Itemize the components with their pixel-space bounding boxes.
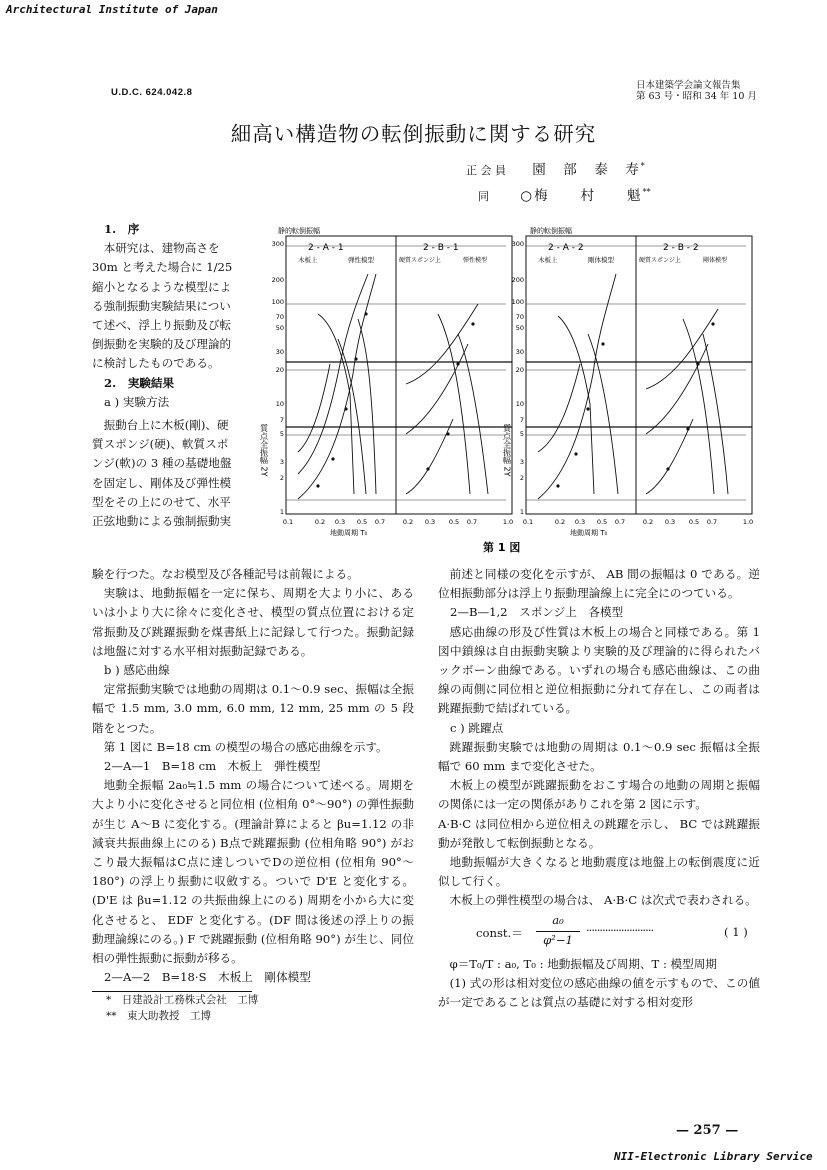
- fraction-bar: [536, 931, 580, 932]
- y-tick: 1: [519, 508, 524, 516]
- y-tick: 5: [279, 430, 284, 438]
- author-row: [466, 158, 766, 184]
- subsection-heading: c ) 跳躍点: [450, 720, 504, 735]
- footnote: * 日建設計工務株式会社 工博: [106, 994, 259, 1007]
- x-tick: 0.2: [314, 518, 326, 526]
- author-role: 同: [478, 190, 489, 203]
- y-ticks-right: [512, 240, 524, 516]
- y-tick: 7: [279, 416, 284, 424]
- equation-1: [438, 911, 760, 955]
- y-axis-label: 質点全振幅 2Y: [502, 424, 512, 477]
- static-amplitude-label: 静的転倒振幅: [530, 227, 572, 235]
- panel-subtitle: 弾性模型: [348, 256, 374, 264]
- x-tick: 0.1: [282, 518, 294, 526]
- text-line: 本研究は、建物高さを: [103, 241, 220, 256]
- journal-name: 日本建築学会論文報告集: [636, 80, 741, 91]
- journal-issue: 第 63 号・昭和 34 年 10 月: [636, 91, 757, 102]
- y-tick: 20: [275, 366, 284, 374]
- panel-subtitle: 弾性模型: [463, 257, 488, 264]
- case-heading: 2—B—1,2 スポンジ上 各模型: [450, 605, 624, 620]
- y-tick: 200: [271, 276, 284, 284]
- udc-code: U.D.C. 624.042.8: [111, 87, 193, 98]
- y-tick: 300: [511, 240, 524, 248]
- x-tick: 0.2: [402, 518, 414, 526]
- x-tick: 0.7: [466, 518, 478, 526]
- paragraph: 木板上の模型が跳躍振動をおこす場合の地動の周期と振幅の関係には一定の関係がありこれを第 2 図に示す。: [438, 778, 760, 812]
- text-line: 振動台上に木板(剛)、硬: [103, 418, 229, 433]
- y-axis-label: 質点全振幅 2Y: [259, 424, 269, 477]
- author-name: ○梅 村 魁: [520, 188, 643, 204]
- y-tick: 1: [279, 508, 284, 516]
- paragraph: A·B·C は同位相から逆位相えの跳躍を示し、 BC では跳躍振動が発散して転倒振動となる。: [438, 816, 760, 850]
- x-tick: 0.5: [688, 518, 700, 526]
- equation-denominator: φ²−1: [543, 932, 573, 947]
- y-tick: 20: [515, 366, 524, 374]
- x-tick: 0.7: [706, 518, 718, 526]
- x-tick: 0.3: [424, 518, 436, 526]
- panel-subtitle: 剛体模型: [703, 257, 728, 264]
- paragraph: 定常振動実験では地動の周期は 0.1～0.9 sec、振幅は全振幅で 1.5 mm, 3.0 mm, 6.0 mm, 12 mm, 25 mm の 5 段階をとつた。: [92, 682, 414, 735]
- static-amplitude-label: 静的転倒振幅: [278, 227, 320, 235]
- equation-dots: ·························: [586, 922, 654, 937]
- author-name: 園 部 泰 寿: [532, 162, 641, 178]
- equation-lhs: const.＝: [476, 925, 523, 940]
- x-tick: 0.3: [574, 518, 586, 526]
- case-heading: 2—A—1 B=18 cm 木板上 弾性模型: [104, 759, 321, 774]
- paragraph: (1) 式の形は相対変位の感応曲線の値を示すもので、この値が一定であることは質点の基礎に対する相対変形: [438, 975, 760, 1010]
- panel-title: 2 - A - 1: [308, 243, 344, 253]
- case-heading: 2—A—2 B=18·S 木板上 剛体模型: [104, 970, 311, 985]
- y-tick: 30: [275, 348, 284, 356]
- x-tick: 0.3: [334, 518, 346, 526]
- y-tick: 70: [275, 313, 284, 321]
- text-line: を固定し、剛体及び弾性模: [92, 475, 232, 490]
- x-ticks: [283, 518, 753, 526]
- panel-subtitle: 剛体模型: [588, 256, 614, 264]
- section-heading: 1. 序: [104, 222, 140, 236]
- paragraph: 験を行つた。なお模型及び各種記号は前報による。: [92, 567, 359, 581]
- left-column-bottom: [92, 565, 414, 1024]
- y-tick: 50: [515, 324, 524, 332]
- author-mark: *: [640, 161, 645, 171]
- right-column: [438, 565, 760, 1012]
- figure-1: [258, 224, 758, 564]
- y-tick: 50: [275, 324, 284, 332]
- response-curves: [298, 274, 728, 499]
- y-tick: 2: [279, 474, 284, 482]
- y-tick: 100: [511, 298, 524, 306]
- y-tick: 300: [271, 240, 284, 248]
- x-tick: 0.1: [522, 518, 534, 526]
- x-tick: 1.0: [742, 518, 754, 526]
- y-tick: 3: [279, 458, 284, 466]
- y-tick: 7: [519, 416, 524, 424]
- text-line: 質スポンジ(硬)、軟質スポ: [92, 437, 229, 452]
- y-tick: 70: [515, 313, 524, 321]
- text-line: 縮小となるような模型によ: [92, 279, 232, 294]
- text-line: 30m と考えた場合に 1/25: [92, 260, 233, 275]
- paragraph: 実験は、地動振幅を一定に保ち、周期を大より小に、あるいは小より大に徐々に変化させ、模型の質点位置における定常振動及び跳躍振動を煤書紙上に記録して行つた。振動記録は地盤に対する水平相対振動記録である。: [92, 586, 414, 658]
- text-line: 型をその上にのせて、水平: [92, 494, 231, 509]
- section-heading: 2. 実験結果: [104, 375, 175, 390]
- paragraph: 跳躍振動実験では地動の周期は 0.1～0.9 sec 振幅は全振幅で 60 mm まで変化させた。: [438, 739, 760, 774]
- footnote: ** 東大助教授 工博: [106, 1010, 211, 1023]
- footer-source: NII-Electronic Library Service: [614, 1150, 813, 1163]
- text-line: て述べ、浮上り振動及び転: [92, 318, 232, 333]
- y-tick: 10: [275, 400, 284, 408]
- paragraph: 木板上の弾性模型の場合は、 A·B·C は次式で表わされる。: [449, 893, 757, 908]
- y-tick: 3: [519, 458, 524, 466]
- panel-subtitle: 硬質スポンジ上: [639, 257, 681, 264]
- panel-title: 2 - B - 2: [663, 243, 699, 253]
- x-tick: 0.5: [596, 518, 608, 526]
- text-line: ンジ(軟)の 3 種の基礎地盤: [92, 456, 232, 471]
- y-ticks-left: [272, 240, 284, 516]
- header-source: Architectural Institute of Japan: [6, 3, 218, 16]
- paragraph: 地動振幅が大きくなると地動震度は地盤上の転倒震度に近似して行く。: [438, 855, 760, 889]
- paragraph: 感応曲線の形及び性質は木板上の場合と同様である。第 1 図中鎖線は自由振動実験より実験的及び理論的に得られたバックボーン曲線である。いずれの場合も感応曲線は、この曲線の両側に同位相と逆位相振動に分れて存在し、この両者は跳躍振動で結ばれている。: [438, 624, 760, 716]
- y-tick: 5: [519, 430, 524, 438]
- panel-title: 2 - A - 2: [548, 243, 584, 253]
- subsection-heading: a ) 実験方法: [104, 394, 170, 409]
- x-tick: 0.2: [554, 518, 566, 526]
- x-tick: 0.2: [642, 518, 654, 526]
- y-tick: 100: [271, 298, 284, 306]
- author-mark: **: [642, 187, 651, 197]
- author-row: [466, 184, 766, 210]
- text-line: 倒振動を実験的及び理論的: [92, 337, 232, 352]
- page-number: — 257 —: [676, 1123, 739, 1138]
- y-tick: 200: [511, 276, 524, 284]
- paragraph: 前述と同様の変化を示すが、 AB 間の振幅は 0 である。逆位相振動部分は浮上り振動理論線上に完全にのつている。: [438, 567, 760, 601]
- paragraph: 地動全振幅 2a₀≒1.5 mm の場合について述べる。周期を大より小に変化させると同位相 (位相角 0°～90°) の弾性振動が生じ A～B に変化する。(理論計算によると βu=1.12 の非減衰共振曲線上にのる) B点で跳躍振動 (位相角略 90°) がおこり最大振幅はC点に達しついでDの逆位相 (位相角 90°～180°) の浮上り振動に収斂する。ついで D'E と変化する。(D'E は βu=1.12 の共振曲線上にのる) 周期を小から大に変化させると、 EDF と変化する。(DF 間は後述の浮上りの振動理論線にのる。) F で跳躍振動 (位相角略 90°) が生じ、同位相の弾性振動に振動が移る。: [92, 778, 414, 966]
- y-tick: 30: [515, 348, 524, 356]
- text-line: る強制振動実験結果につい: [92, 298, 231, 313]
- x-tick: 0.7: [614, 518, 626, 526]
- figure-caption: 第 1 図: [483, 541, 521, 554]
- paragraph: 第 1 図に B=18 cm の模型の場合の感応曲線を示す。: [103, 739, 388, 754]
- x-tick: 1.0: [502, 518, 514, 526]
- text-line: に検討したものである。: [92, 356, 220, 371]
- x-tick: 0.5: [356, 518, 368, 526]
- equation-numerator: a₀: [552, 912, 564, 927]
- x-axis-label: 地動周期 T₀: [570, 529, 608, 537]
- x-axis-label: 地動周期 T₀: [330, 529, 368, 537]
- y-tick: 10: [515, 400, 524, 408]
- equation-number: ( 1 ): [724, 924, 748, 939]
- journal-info: [636, 80, 757, 102]
- panel-subtitle: 硬質スポンジ上: [399, 257, 441, 264]
- panel-subtitle: 木板上: [538, 256, 558, 264]
- subsection-heading: b ) 感応曲線: [104, 663, 170, 678]
- text-line: 正弦地動による強制振動実: [92, 514, 232, 529]
- paper-title: 細高い構造物の転倒振動に関する研究: [230, 122, 597, 146]
- x-tick: 0.5: [448, 518, 460, 526]
- panel-title: 2 - B - 1: [423, 243, 459, 253]
- x-tick: 0.3: [664, 518, 676, 526]
- x-tick: 0.7: [374, 518, 386, 526]
- left-column-top: [92, 220, 252, 531]
- author-block: [466, 158, 766, 210]
- author-role: 正 会 員: [466, 164, 506, 177]
- paragraph: φ＝T₀/T : a₀, T₀ : 地動振幅及び周期、T : 模型周期: [449, 956, 717, 971]
- y-tick: 2: [519, 474, 524, 482]
- panel-subtitle: 木板上: [298, 256, 318, 264]
